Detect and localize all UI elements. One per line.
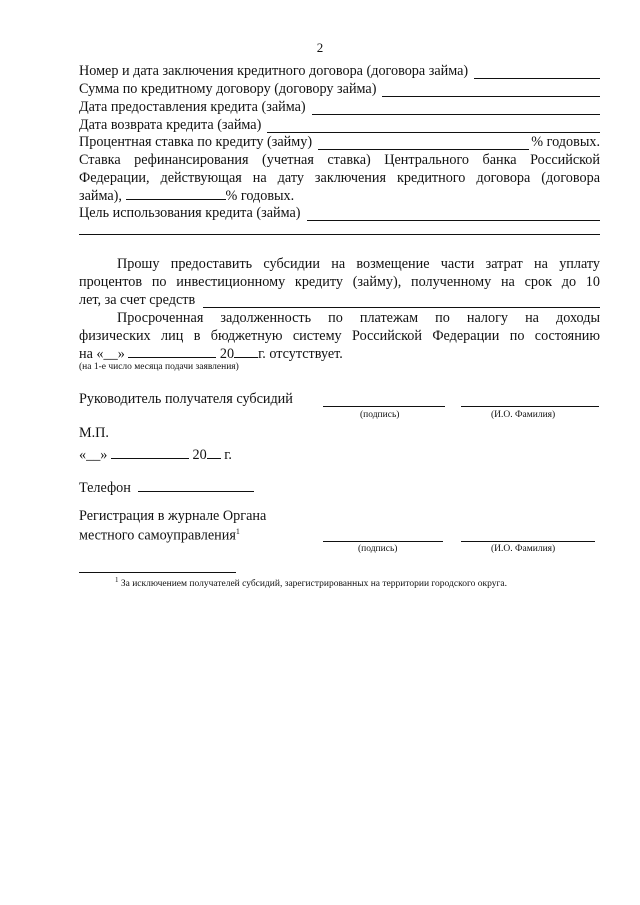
head-signature-field[interactable] <box>323 405 445 407</box>
date-year-prefix: 20 <box>192 447 207 463</box>
footnote-mark: 1 <box>115 576 119 584</box>
phone-label: Телефон <box>79 480 131 496</box>
contract-number-date-row <box>79 63 600 79</box>
purpose-field-continued[interactable] <box>79 233 600 235</box>
debt-date-month-field[interactable] <box>128 345 216 358</box>
date-day-field[interactable]: «__» <box>79 447 108 463</box>
head-name-field[interactable] <box>461 405 599 407</box>
refinancing-line-3-suffix: % годовых. <box>225 188 295 204</box>
registration-name-field[interactable] <box>461 540 595 542</box>
return-date-row <box>79 117 600 133</box>
purpose-field[interactable] <box>307 208 600 221</box>
debt-date-year-field[interactable] <box>234 345 258 358</box>
request-line-3 <box>79 292 600 308</box>
registration-signature-field[interactable] <box>323 540 443 542</box>
page-number: 2 <box>316 40 324 55</box>
interest-rate-field[interactable] <box>318 137 529 150</box>
registration-line-1: Регистрация в журнале Органа <box>79 508 267 524</box>
issue-date-row <box>79 99 600 115</box>
refinancing-line-3-prefix: займа), <box>79 188 122 204</box>
debt-line-1: Просроченная задолженность по платежам по налогу на доходы <box>117 310 600 326</box>
return-date-label: Дата возврата кредита (займа) <box>79 117 262 133</box>
contract-number-date-field[interactable] <box>474 66 600 79</box>
date-suffix: г. <box>224 447 232 463</box>
stamp-label: М.П. <box>79 425 109 441</box>
request-line-3-label: лет, за счет средств <box>79 292 196 308</box>
interest-rate-row <box>79 134 600 150</box>
registration-footnote-mark: 1 <box>235 527 240 536</box>
purpose-row <box>79 205 600 221</box>
contract-number-date-label: Номер и дата заключения кредитного договора (договора займа) <box>79 63 469 79</box>
phone-field[interactable] <box>138 479 254 492</box>
phone-row <box>79 479 254 496</box>
request-line-1: Прошу предоставить субсидии на возмещение части затрат на уплату <box>117 256 600 272</box>
footnote <box>115 574 507 590</box>
head-signature-label: Руководитель получателя субсидий <box>79 391 293 407</box>
debt-date-hint: (на 1-е число месяца подачи заявления) <box>79 362 239 372</box>
debt-date-year-prefix: 20 <box>219 346 235 362</box>
date-line <box>79 446 232 463</box>
loan-amount-field[interactable] <box>382 84 600 97</box>
debt-line-3 <box>79 345 600 362</box>
loan-amount-label: Сумма по кредитному договору (договору займа) <box>79 81 377 97</box>
issue-date-field[interactable] <box>312 102 600 115</box>
request-line-2: процентов по инвестиционному кредиту (займу), полученному на срок до 10 <box>79 274 600 290</box>
debt-date-day[interactable]: на «__» <box>79 346 125 362</box>
footnote-divider <box>79 571 236 573</box>
registration-line-2: местного самоуправления$^1$ <box>79 527 240 544</box>
refinancing-line-1: Ставка рефинансирования (учетная ставка) Центрального банка Российской <box>79 152 600 168</box>
refinancing-rate-field[interactable] <box>126 187 226 200</box>
interest-rate-suffix: % годовых. <box>531 134 600 150</box>
registration-signature-hint: (подпись) <box>358 544 398 554</box>
refinancing-line-2: Федерации, действующая на дату заключения кредитного договора (договора <box>79 170 600 186</box>
head-name-hint: (И.О. Фамилия) <box>491 410 556 420</box>
head-signature-hint: (подпись) <box>360 410 400 420</box>
debt-line-3-suffix: г. отсутствует. <box>258 346 343 362</box>
footnote-text: За исключением получателей субсидий, зарегистрированных на территории городского округа. <box>120 579 507 590</box>
interest-rate-label: Процентная ставка по кредиту (займу) <box>79 134 313 150</box>
purpose-label: Цель использования кредита (займа) <box>79 205 301 221</box>
funding-source-field[interactable] <box>203 295 600 308</box>
registration-name-hint: (И.О. Фамилия) <box>491 544 556 554</box>
debt-line-2: физических лиц в бюджетную систему Российской Федерации по состоянию <box>79 328 600 344</box>
date-month-field[interactable] <box>111 446 189 459</box>
refinancing-line-3 <box>79 187 600 204</box>
return-date-field[interactable] <box>267 120 600 133</box>
date-year-field[interactable] <box>207 446 221 459</box>
loan-amount-row <box>79 81 600 97</box>
issue-date-label: Дата предоставления кредита (займа) <box>79 99 306 115</box>
